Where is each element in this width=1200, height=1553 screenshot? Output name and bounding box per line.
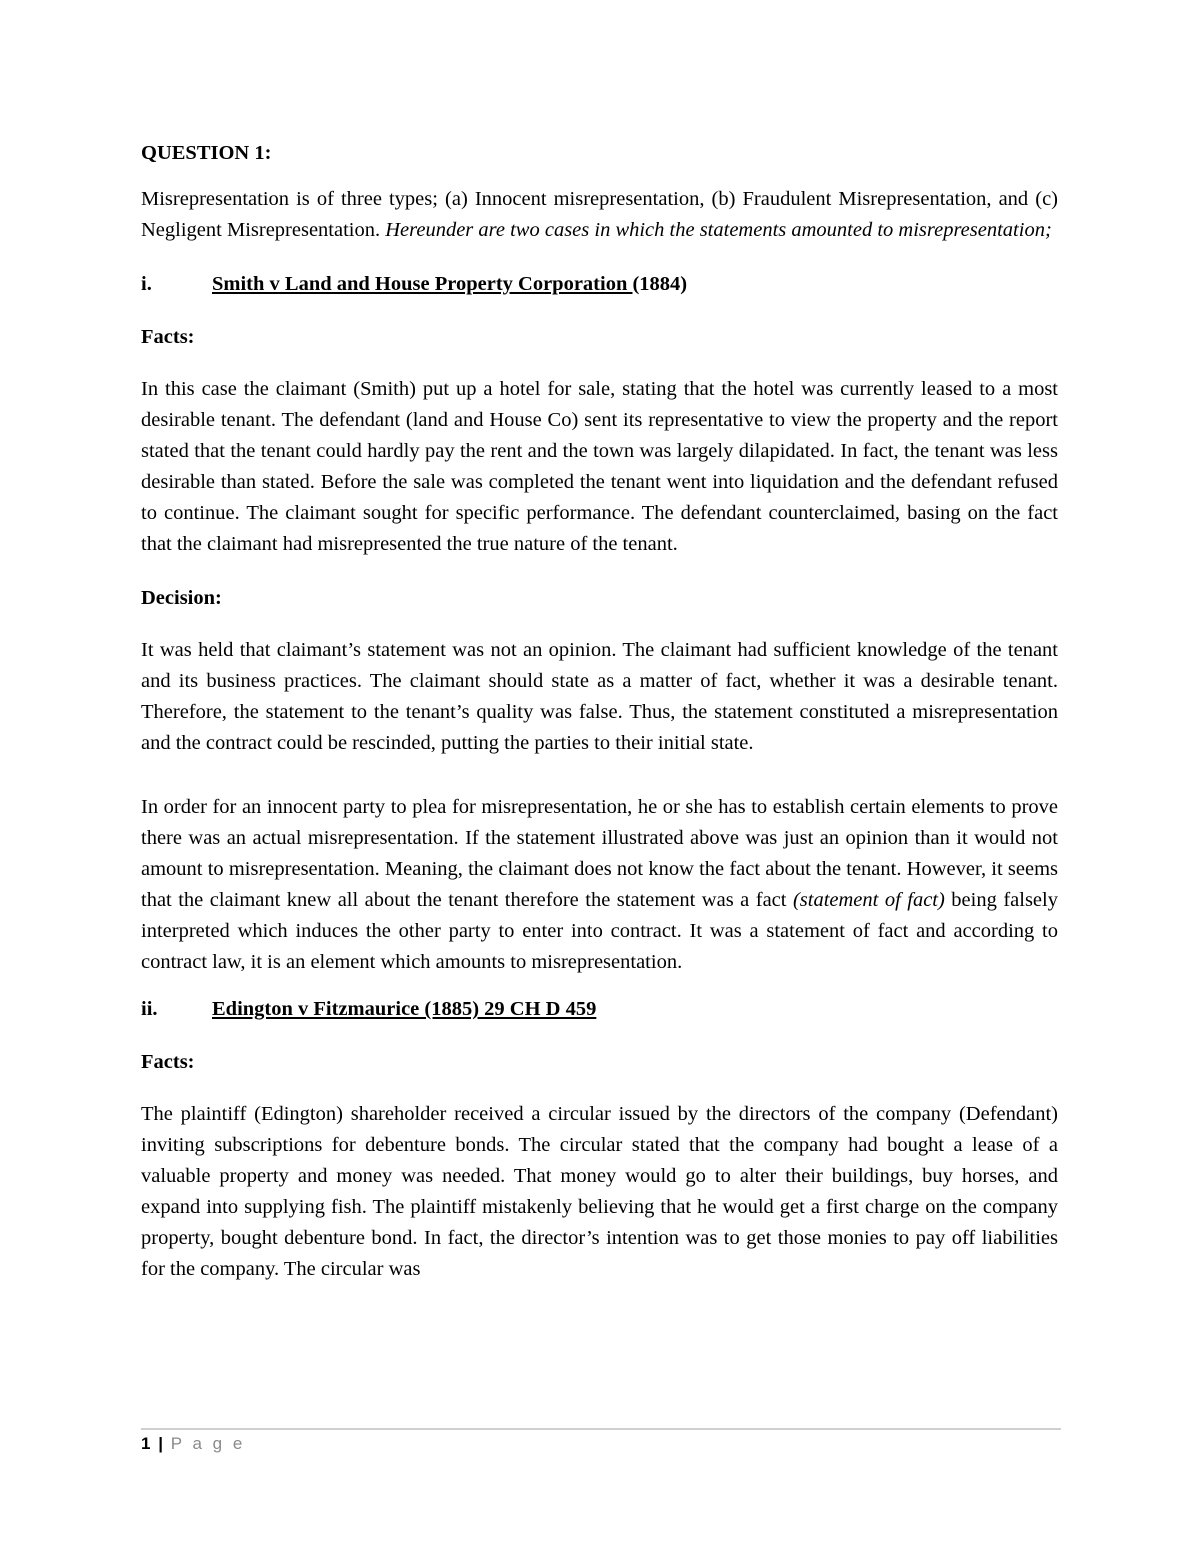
footer-divider <box>141 1428 1061 1430</box>
case2-title <box>212 994 596 1025</box>
case1-heading <box>141 269 1058 300</box>
footer-page-number: 1 <box>141 1434 151 1453</box>
case1-analysis-text-a: In order for an innocent party to plea for misrepresentation, he or she has to establish certain elements to prove there was an actual misrepresentation. If the statement illustrated above was just an opinion than it would not amount to misrepresentation. Meaning, the claimant does not know the fact about the tenant. However, it seems that the claimant knew all about the tenant therefore the statement was a fact <box>141 796 1058 911</box>
case1-facts-paragraph: In this case the claimant (Smith) put up a hotel for sale, stating that the hotel was currently leased to a most desirable tenant. The defendant (land and House Co) sent its representative to view the property and the report stated that the tenant could hardly pay the rent and the town was largely dilapidated. In fact, the tenant was less desirable than stated. Before the sale was completed the tenant went into liquidation and the defendant refused to continue. The claimant sought for specific performance. The defendant counterclaimed, basing on the fact that the claimant had misrepresented the true nature of the tenant. <box>141 378 1058 555</box>
case1-title-underlined: Smith v Land and House Property Corporation <box>212 273 633 295</box>
document-body <box>141 138 1058 1285</box>
case1-title-year: (1884) <box>632 273 688 295</box>
case1-number: i. <box>141 273 152 295</box>
case2-title-underlined: Edington v Fitzmaurice (1885) 29 CH D 459 <box>212 998 597 1020</box>
footer-separator: | <box>158 1434 164 1453</box>
case2-facts-paragraph: The plaintiff (Edington) shareholder received a circular issued by the directors of the company (Defendant) inviting subscriptions for debenture bonds. The circular stated that the company had bought a lease of a valuable property and money was needed. That money would go to alter their buildings, buy horses, and expand into supplying fish. The plaintiff mistakenly believing that he would get a first charge on the company property, bought debenture bond. In fact, the director’s intention was to get those monies to pay off liabilities for the company. The circular was <box>141 1103 1058 1280</box>
case1-facts-label: Facts: <box>141 326 195 348</box>
case1-decision-label: Decision: <box>141 587 222 609</box>
page-footer <box>141 1433 245 1455</box>
intro-text: Misrepresentation is of three types; (a) Innocent misrepresentation, (b) Fraudulent Misrepresentation, and (c) Negligent Misrepresentation. <box>141 188 1058 241</box>
case2-number: ii. <box>141 998 158 1020</box>
intro-italic-text: Hereunder are two cases in which the statements amounted to misrepresentation; <box>385 219 1052 241</box>
intro-paragraph <box>141 184 1058 246</box>
case2-heading <box>141 994 1058 1025</box>
footer-page-word: P a g e <box>170 1434 246 1453</box>
case1-analysis-text-b: being falsely interpreted which induces the other party to enter into contract. It was a statement of fact and according to contract law, it is an element which amounts to misrepresentation. <box>141 889 1058 973</box>
case1-analysis-paragraph <box>141 792 1058 978</box>
case1-title <box>212 269 687 300</box>
case1-decision-paragraph: It was held that claimant’s statement was not an opinion. The claimant had sufficient knowledge of the tenant and its business practices. The claimant should state as a matter of fact, whether it was a desirable tenant. Therefore, the statement to the tenant’s quality was false. Thus, the statement constituted a misrepresentation and the contract could be rescinded, putting the parties to their initial state. <box>141 639 1058 754</box>
question-heading: QUESTION 1: <box>141 142 272 164</box>
case1-analysis-italic: (statement of fact) <box>792 889 945 911</box>
case2-facts-label: Facts: <box>141 1051 195 1073</box>
